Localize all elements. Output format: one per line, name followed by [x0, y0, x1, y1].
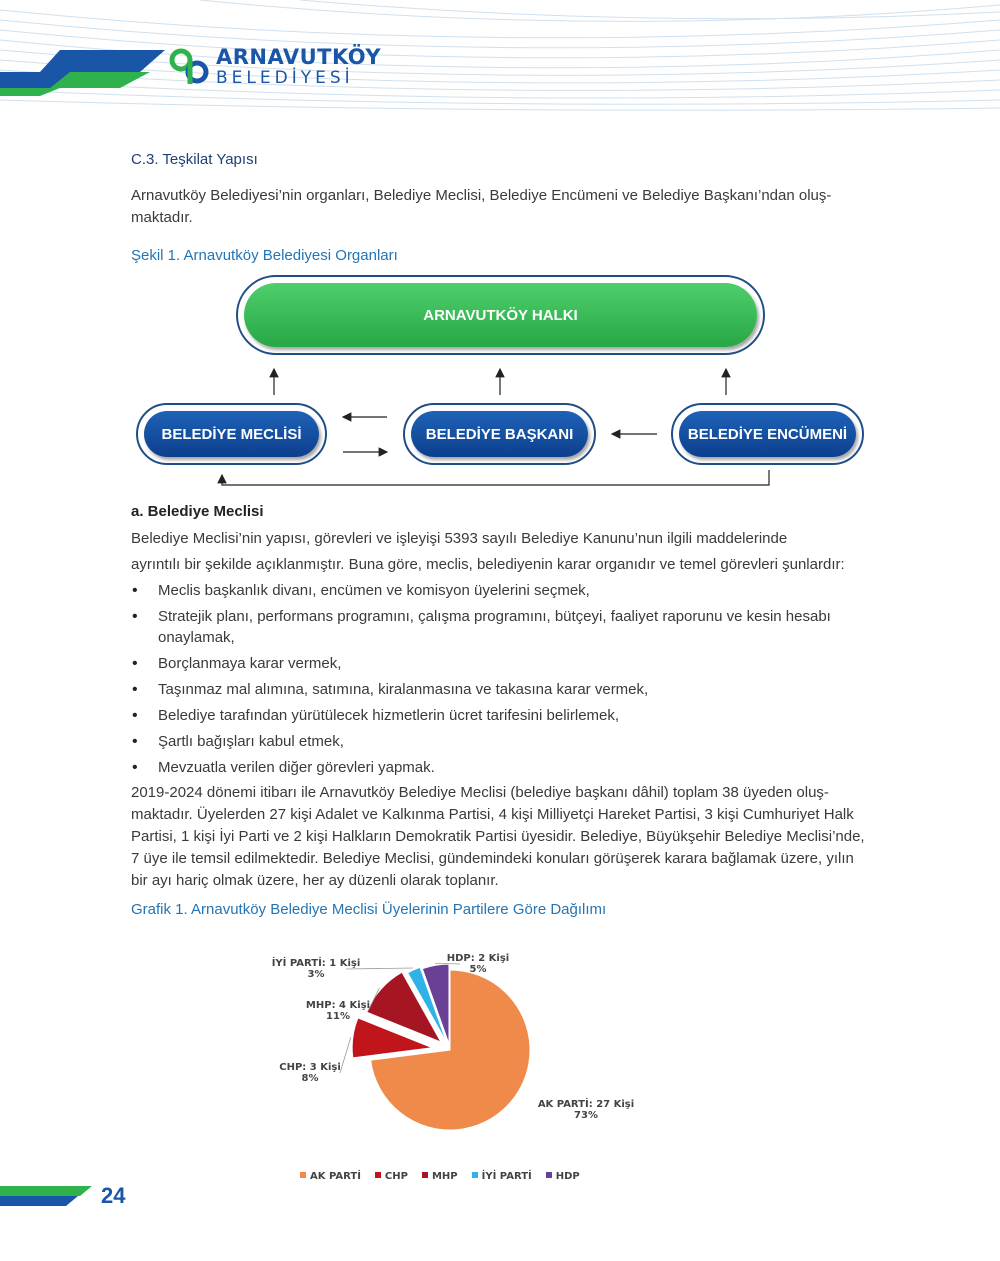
meclis-para-line-5: bir ayı hariç olmak üzere, her ay düzenli olarak toplanır.	[131, 872, 499, 889]
list-item: • Taşınmaz mal alımına, satımına, kiralanmasına ve takasına karar vermek,	[131, 679, 871, 700]
list-item: • Şartlı bağışları kabul etmek,	[131, 731, 871, 752]
list-item: • Stratejik planı, performans programını, çalışma programını, bütçeyi, faaliyet raporunu ve kesin hesabı onaylamak,	[131, 606, 871, 648]
data-label-4: HDP: 2 Kişi	[446, 953, 510, 964]
legend-label: CHP	[384, 1171, 408, 1182]
meclis-duties-list	[131, 580, 871, 783]
figure-caption: Şekil 1. Arnavutköy Belediyesi Organları	[131, 247, 398, 264]
diagram-label-encumen: BELEDİYE ENCÜMENİ	[679, 411, 856, 457]
leader-line-1	[340, 1037, 351, 1073]
diagram-label-meclis: BELEDİYE MECLİSİ	[144, 411, 319, 457]
legend-label: AK PARTİ	[310, 1171, 361, 1182]
list-item: • Meclis başkanlık divanı, encümen ve komisyon üyelerini seçmek,	[131, 580, 871, 601]
legend-swatch-icon	[472, 1172, 478, 1178]
data-percent-0: 73%	[574, 1110, 598, 1121]
legend-swatch-icon	[422, 1172, 428, 1178]
data-percent-2: 11%	[326, 1011, 350, 1022]
chart-caption: Grafik 1. Arnavutköy Belediye Meclisi Üyelerinin Partilere Göre Dağılımı	[131, 901, 607, 918]
legend-item	[472, 1171, 532, 1182]
data-percent-4: 5%	[469, 964, 487, 975]
logo-title: ARNAVUTKÖY	[216, 44, 382, 69]
meclis-para-line-1: 2019-2024 dönemi itibarı ile Arnavutköy Belediye Meclisi (belediye başkanı dâhil) toplam 38 üyeden oluş-	[131, 784, 829, 801]
intro-line-1: Arnavutköy Belediyesi’nin organları, Belediye Meclisi, Belediye Encümeni ve Belediye Başkanı’ndan oluş-	[131, 187, 832, 204]
legend-swatch-icon	[375, 1172, 381, 1178]
diagram-arrows	[0, 0, 1000, 500]
meclis-heading: a. Belediye Meclisi	[131, 503, 264, 520]
legend-item	[422, 1171, 458, 1182]
logo-subtitle: BELEDİYESİ	[216, 67, 354, 88]
data-percent-3: 3%	[307, 969, 325, 980]
data-percent-1: 8%	[301, 1073, 319, 1084]
meclis-para-line-4: 7 üye ile temsil edilmektedir. Belediye Meclisi, gündemindeki konuları görüşerek karara bağlamak üzere, yılın	[131, 850, 854, 867]
legend-label: İYİ PARTİ	[481, 1171, 532, 1182]
legend-swatch-icon	[546, 1172, 552, 1178]
footer-decoration	[0, 1183, 95, 1208]
section-title: C.3. Teşkilat Yapısı	[131, 151, 258, 168]
list-item: • Borçlanmaya karar vermek,	[131, 653, 871, 674]
legend-label: MHP	[431, 1171, 458, 1182]
legend-item	[546, 1171, 580, 1182]
legend-item	[300, 1171, 361, 1182]
meclis-intro-line-2: ayrıntılı bir şekilde açıklanmıştır. Buna göre, meclis, belediyenin karar organıdır ve temel görevleri şunlardır:	[131, 556, 845, 573]
legend-item	[375, 1171, 408, 1182]
data-label-0: AK PARTİ: 27 Kişi	[537, 1099, 635, 1110]
list-item: • Mevzuatla verilen diğer görevleri yapmak.	[131, 757, 871, 778]
diagram-label-baskan: BELEDİYE BAŞKANI	[411, 411, 588, 457]
arrow-encumen-to-meclis	[222, 470, 769, 485]
page-number: 24	[101, 1183, 126, 1208]
chart-legend	[300, 1171, 580, 1182]
legend-label: HDP	[555, 1171, 580, 1182]
diagram-label-halk: ARNAVUTKÖY HALKI	[244, 283, 757, 347]
meclis-intro-line-1: Belediye Meclisi’nin yapısı, görevleri ve işleyişi 5393 sayılı Belediye Kanunu’nun ilgili maddelerinde	[131, 530, 788, 547]
legend-swatch-icon	[300, 1172, 306, 1178]
meclis-para-line-3: Partisi, 1 kişi İyi Parti ve 2 kişi Halkların Demokratik Partisi üyesidir. Belediye, Büyükşehir Belediye Meclisi’nde,	[131, 828, 865, 845]
intro-line-2: maktadır.	[131, 209, 193, 226]
data-label-1: CHP: 3 Kişi	[279, 1062, 341, 1073]
list-item: • Belediye tarafından yürütülecek hizmetlerin ücret tarifesini belirlemek,	[131, 705, 871, 726]
data-label-2: MHP: 4 Kişi	[305, 1000, 371, 1011]
meclis-para-line-2: maktadır. Üyelerden 27 kişi Adalet ve Kalkınma Partisi, 4 kişi Milliyetçi Hareket Partisi, 3 kişi Cumhuriyet Halk	[131, 806, 854, 823]
pie-chart	[250, 945, 670, 1165]
data-label-3: İYİ PARTİ: 1 Kişi	[271, 958, 361, 969]
